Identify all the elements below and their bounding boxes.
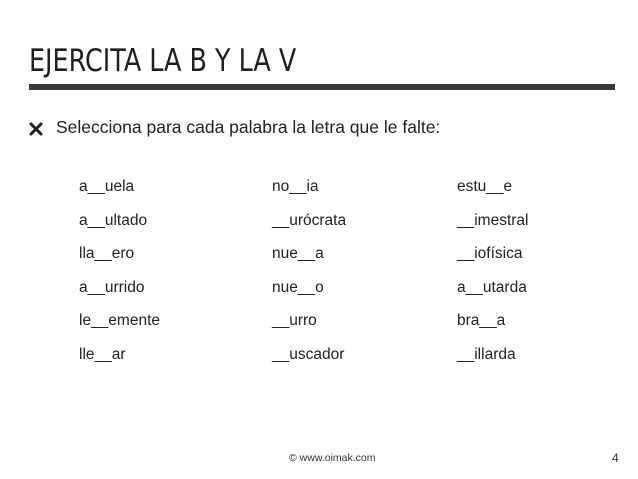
instruction-bullet xyxy=(29,117,440,138)
page-number: 4 xyxy=(612,451,619,465)
word-item: nue__a xyxy=(272,245,324,262)
word-item: le__emente xyxy=(79,312,161,329)
word-item: nue__o xyxy=(272,278,324,296)
word-item: __urócrata xyxy=(272,211,347,229)
word-item: bra__a xyxy=(457,312,506,329)
word-column-3 xyxy=(457,172,529,373)
word-item: a__ultado xyxy=(79,211,148,229)
word-item: lle__ar xyxy=(79,345,126,363)
title-divider xyxy=(29,84,615,90)
word-item: estu__e xyxy=(457,178,513,195)
word-item: __urro xyxy=(272,312,317,329)
word-item: lla__ero xyxy=(79,245,135,262)
word-item: no__ia xyxy=(272,178,319,195)
word-column-2 xyxy=(272,172,346,373)
footer-copyright: © www.oimak.com xyxy=(289,452,376,464)
word-item: a__urrido xyxy=(79,278,145,296)
word-item: __illarda xyxy=(457,345,516,363)
word-item: a__utarda xyxy=(457,278,527,296)
word-item: __imestral xyxy=(457,211,529,229)
x-mark-icon xyxy=(29,122,43,136)
word-item: a__uela xyxy=(79,178,135,195)
word-item: __iofísica xyxy=(457,245,523,262)
word-item: __uscador xyxy=(272,345,345,363)
instruction-text: Selecciona para cada palabra la letra que le falte: xyxy=(56,117,441,137)
word-column-1 xyxy=(79,172,160,373)
slide-title: EJERCITA LA B Y LA V xyxy=(29,43,297,79)
